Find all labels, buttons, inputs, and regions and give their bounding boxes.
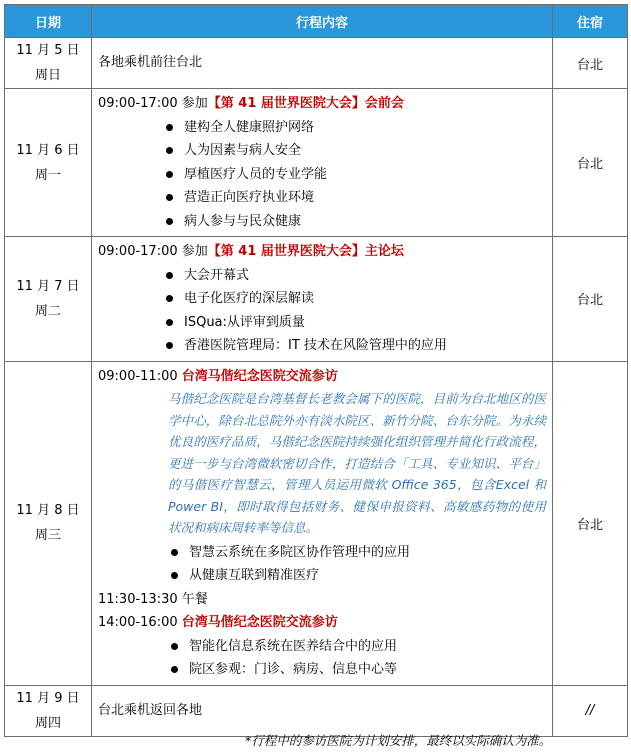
weekday-text: 周一: [34, 167, 61, 183]
session-line: [98, 365, 546, 389]
event-title: 台湾马偕纪念医院交流参访: [181, 615, 338, 630]
session-line: [98, 611, 546, 635]
topic-item: 电子化医疗的深层解读: [164, 287, 546, 311]
session-line: [98, 240, 546, 264]
topic-item: 从健康互联到精准医疗: [169, 564, 546, 588]
topic-list: [98, 116, 546, 234]
content-cell: [92, 89, 553, 237]
day-row-3: [5, 237, 628, 362]
date-cell: [5, 237, 92, 362]
session-time: 09:00-11:00: [98, 368, 178, 384]
topic-item: 大会开幕式: [164, 264, 546, 288]
header-content: 行程内容: [92, 5, 553, 38]
topic-item: 智慧云系统在多院区协作管理中的应用: [169, 541, 546, 565]
session-time: 09:00-17:00 参加: [98, 96, 208, 111]
stay-cell: //: [553, 685, 628, 736]
weekday-text: 周三: [34, 528, 61, 543]
bullet-icon: [166, 272, 173, 279]
lunch-line: 11:30-13:30 午餐: [98, 591, 208, 607]
stay-cell: 台北: [553, 237, 628, 362]
session-line: [98, 92, 546, 116]
weekday-text: 周四: [34, 715, 61, 731]
topic-list: [98, 541, 546, 588]
weekday-text: 周二: [34, 303, 61, 319]
day-row-5: [5, 685, 628, 736]
bullet-icon: [166, 218, 173, 225]
bullet-icon: [166, 342, 173, 349]
date-cell: [5, 38, 92, 89]
itinerary-text: 台北乘机返回各地: [98, 702, 203, 718]
bullet-icon: [166, 171, 173, 178]
date-text: 11 月 7 日: [16, 278, 80, 294]
weekday-text: 周日: [34, 68, 61, 83]
bullet-icon: [166, 147, 173, 154]
topic-item: 人为因素与病人安全: [164, 139, 546, 163]
date-cell: [5, 89, 92, 237]
content-cell: [92, 38, 553, 89]
content-cell: [92, 237, 553, 362]
topic-item: 香港医院管理局：IT 技术在风险管理中的应用: [164, 334, 546, 358]
header-row: [5, 5, 628, 38]
itinerary-table: [4, 4, 628, 737]
bullet-icon: [171, 643, 178, 650]
itinerary-text: 各地乘机前往台北: [98, 55, 203, 71]
topic-list: [98, 635, 546, 682]
header-stay: 住宿: [553, 5, 628, 38]
date-text: 11 月 9 日: [16, 690, 80, 706]
topic-item: 院区参观：门诊、病房、信息中心等: [169, 658, 546, 682]
event-title: 【第 41 届世界医院大会】会前会: [207, 96, 404, 111]
topic-item: 病人参与与民众健康: [164, 210, 546, 234]
content-cell: [92, 361, 553, 685]
session-time: 09:00-17:00 参加: [98, 244, 208, 259]
date-text: 11 月 6 日: [16, 142, 80, 158]
topic-item: 营造正向医疗执业环境: [164, 186, 546, 210]
day-row-2: [5, 89, 628, 237]
date-cell: [5, 361, 92, 685]
topic-item: 智能化信息系统在医养结合中的应用: [169, 635, 546, 659]
bullet-icon: [166, 319, 173, 326]
header-date: 日期: [5, 5, 92, 38]
session-time: 14:00-16:00: [98, 615, 178, 630]
footnote: *行程中的参访医院为计划安排，最终以实际确认为准。: [245, 733, 552, 748]
bullet-icon: [166, 124, 173, 131]
bullet-icon: [166, 194, 173, 201]
event-title: 【第 41 届世界医院大会】主论坛: [207, 244, 404, 259]
stay-cell: 台北: [553, 38, 628, 89]
event-title: 台湾马偕纪念医院交流参访: [181, 368, 338, 384]
stay-cell: 台北: [553, 89, 628, 237]
topic-item: 厚植医疗人员的专业学能: [164, 163, 546, 187]
date-text: 11 月 8 日: [16, 503, 80, 518]
bullet-icon: [166, 295, 173, 302]
topic-item: ISQua:从评审到质量: [164, 311, 546, 335]
day-row-1: [5, 38, 628, 89]
bullet-icon: [171, 666, 178, 673]
bullet-icon: [171, 572, 178, 579]
content-cell: [92, 685, 553, 736]
hospital-description: 马偕纪念医院是台湾基督长老教会属下的医院，目前为台北地区的医学中心，除台北总院外亦有淡水院区、新竹分院、台东分院。为永续优良的医疗品质，马偕纪念医院持续强化组织管理并简化行政流程，更进一步与台湾微软密切合作，打造结合「工具、专业知识、平台」的马偕医疗智慧云，管理人员运用微软 Office 365，包含Excel 和 Power BI，即时取得包括财务、健保申报资料、高敏感药物的使用状况和病床周转率等信息。: [168, 391, 546, 535]
date-text: 11 月 5 日: [16, 43, 80, 58]
bullet-icon: [171, 549, 178, 556]
stay-cell: 台北: [553, 361, 628, 685]
topic-list: [98, 264, 546, 358]
day-row-4: [5, 361, 628, 685]
date-cell: [5, 685, 92, 736]
topic-item: 建构全人健康照护网络: [164, 116, 546, 140]
